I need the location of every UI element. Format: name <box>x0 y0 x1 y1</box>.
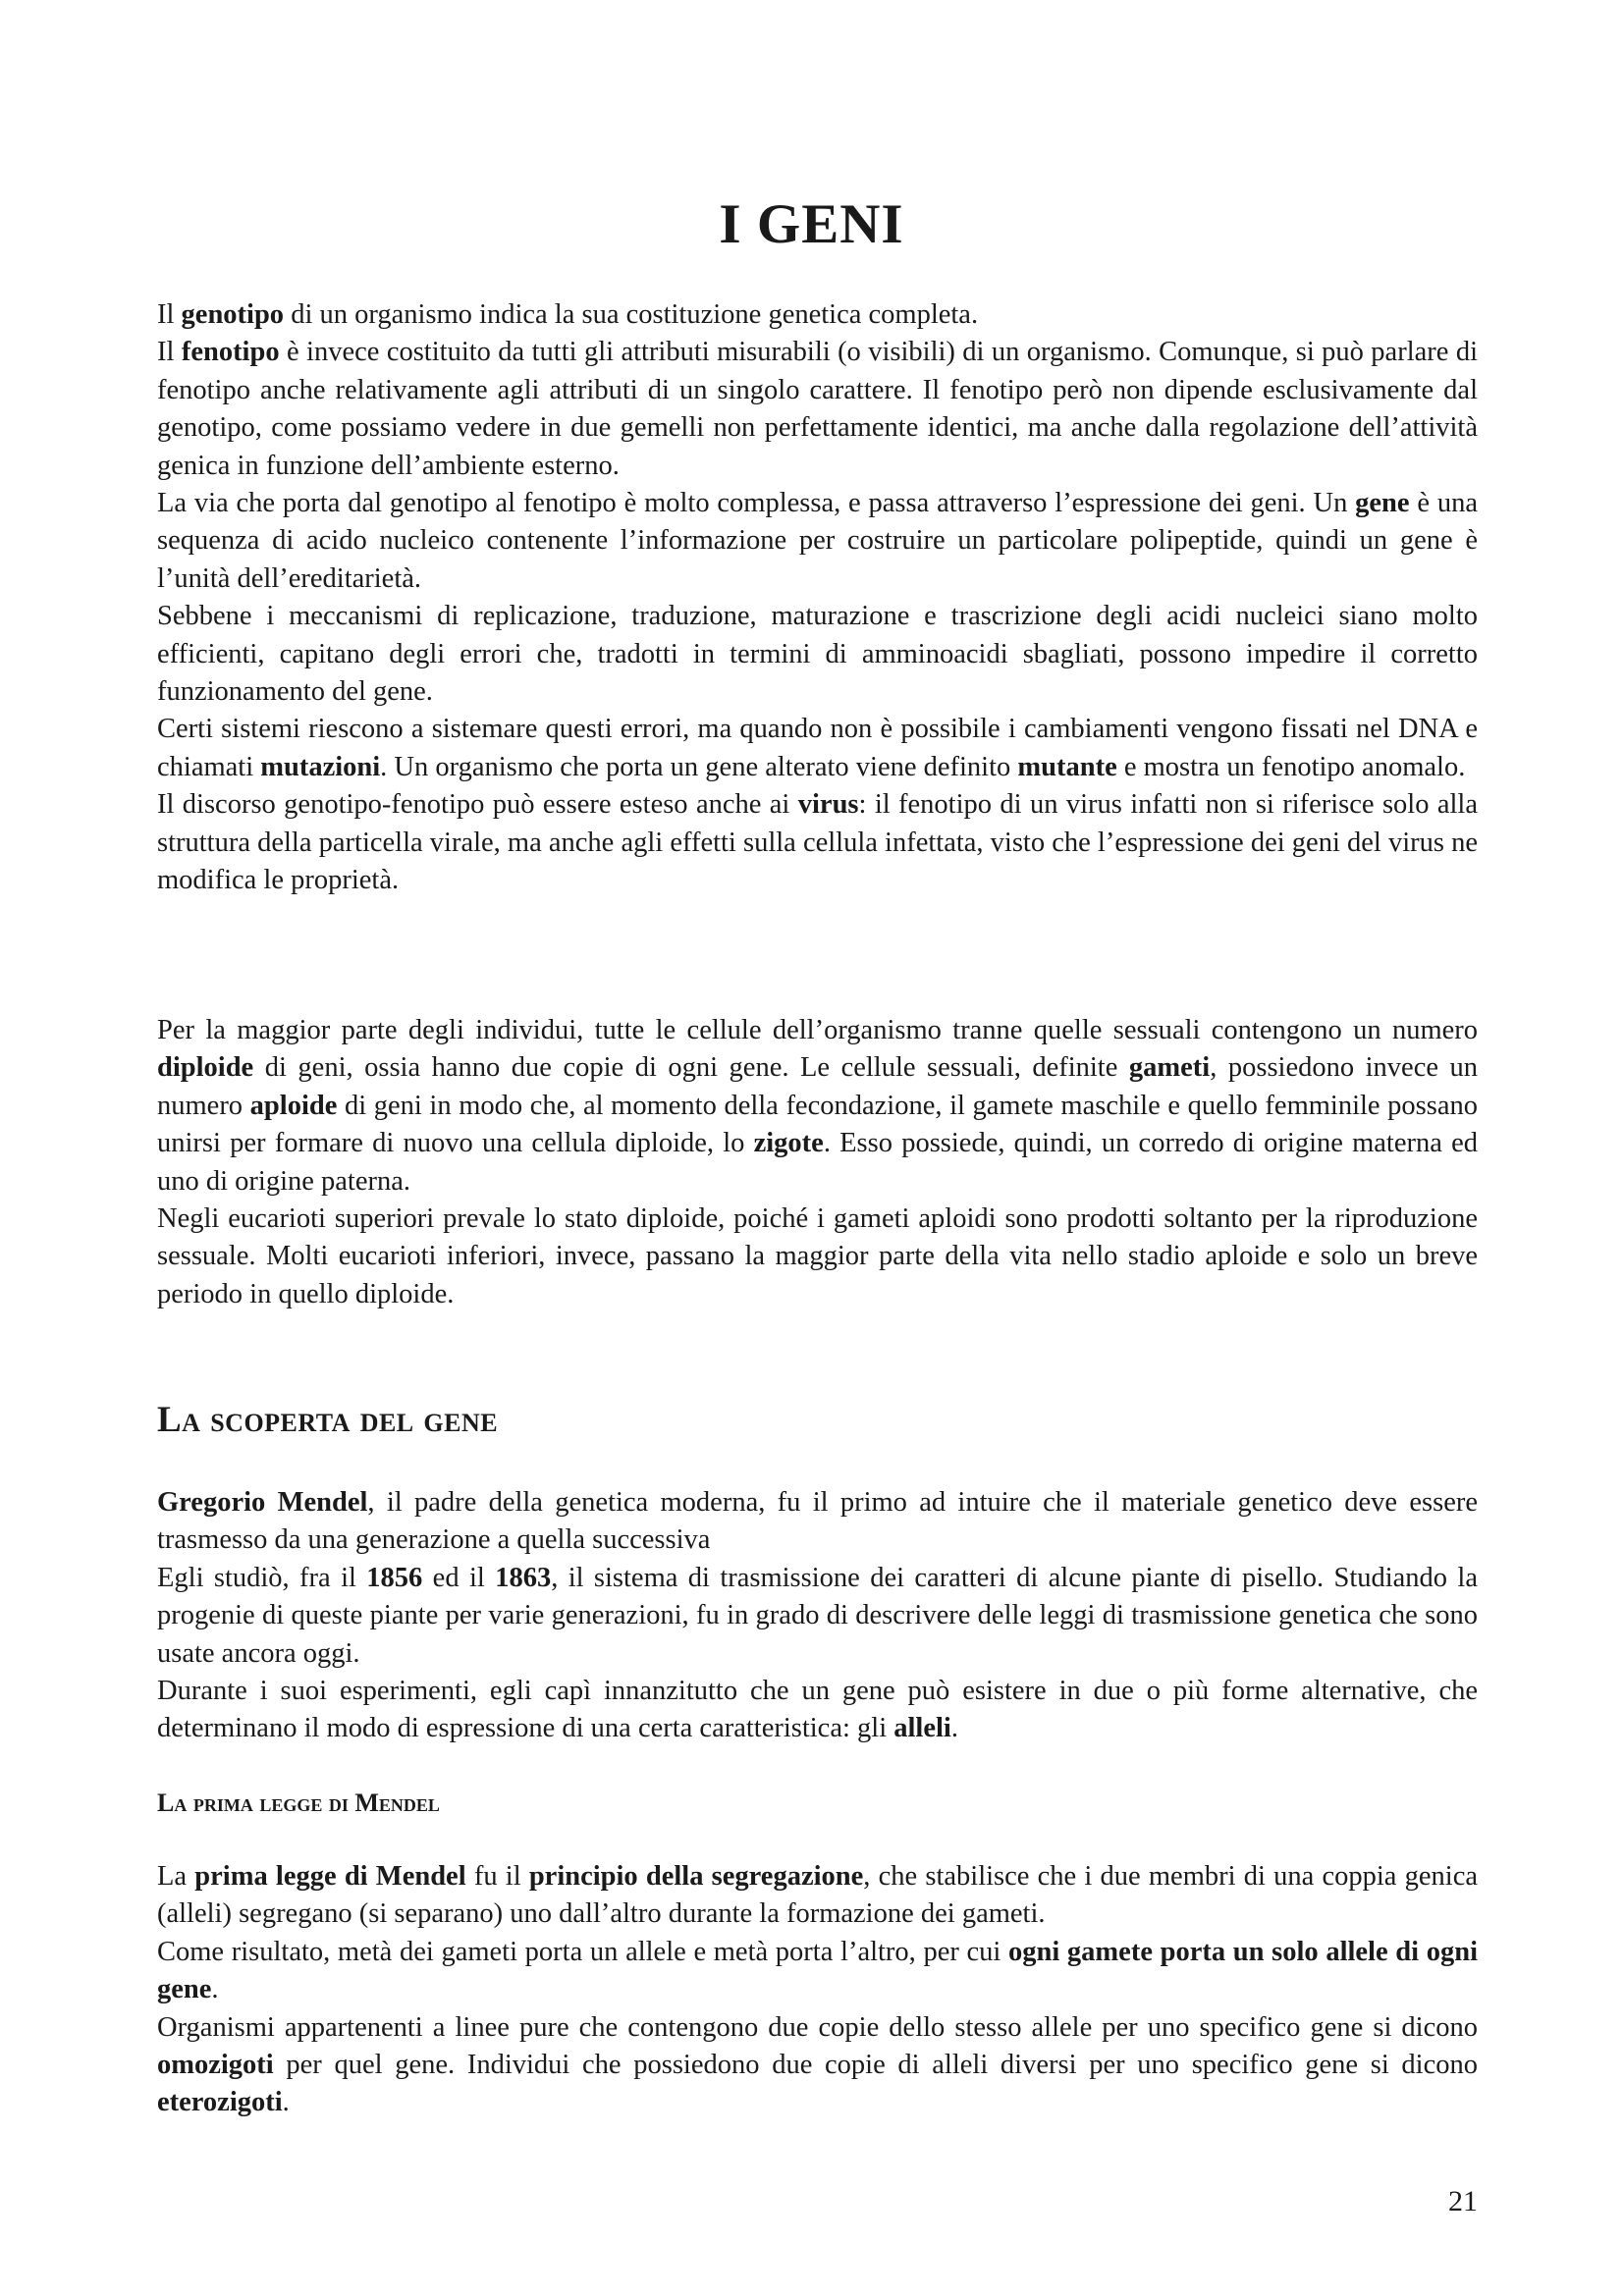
bold-term: virus <box>797 789 859 821</box>
bold-term: fenotipo <box>181 337 280 368</box>
intro-paragraphs <box>157 296 1478 900</box>
ploidy-paragraphs <box>157 1012 1478 1313</box>
page-number: 21 <box>1448 2185 1478 2217</box>
bold-term: aploide <box>249 1090 338 1121</box>
bold-term: diploide <box>157 1052 254 1084</box>
paragraph: Il fenotipo è invece costituito da tutti gli attributi misurabili (o visibili) di un organismo. Comunque, si può parlare di fenotipo anche relativamente agli attributi di un singolo carattere. Il fenotipo però non dipende esclusivamente dal genotipo, come possiamo vedere in due gemelli non perfettamente identici, ma anche dalla regolazione dell’attività genica in funzione dell’ambiente esterno. <box>157 337 1478 481</box>
bold-term: gene <box>1355 488 1410 519</box>
paragraph: Sebbene i meccanismi di replicazione, traduzione, maturazione e trascrizione degli acidi nucleici siano molto efficienti, capitano degli errori che, tradotti in termini di amminoacidi sbagliati, possono impedire il corretto funzionamento del gene. <box>157 601 1478 708</box>
bold-term: zigote <box>753 1128 824 1159</box>
paragraph: Negli eucarioti superiori prevale lo stato diploide, poiché i gameti aploidi sono prodotti soltanto per la riproduzione sessuale. Molti eucarioti inferiori, invece, passano la maggior parte della vita nello stadio aploide e solo un breve periodo in quello diploide. <box>157 1203 1478 1309</box>
bold-term: mutazioni <box>260 751 381 782</box>
bold-term: 1856 <box>366 1562 423 1593</box>
bold-term: gameti <box>1128 1052 1211 1084</box>
paragraph: Organismi appartenenti a linee pure che contengono due copie dello stesso allele per uno specifico gene si dicono omozigoti per quel gene. Individui che possiedono due copie di alleli diversi per uno specifico gene si dicono eterozigoti. <box>157 2011 1478 2118</box>
bold-term: genotipo <box>181 299 285 330</box>
bold-term: prima legge di Mendel <box>194 1861 466 1892</box>
discovery-paragraphs <box>157 1484 1478 1748</box>
paragraph: Durante i suoi esperimenti, egli capì innanzitutto che un gene può esistere in due o più forme alternative, che determinano il modo di espressione di una certa caratteristica: gli alleli. <box>157 1676 1478 1744</box>
paragraph: Egli studiò, fra il 1856 ed il 1863, il sistema di trasmissione dei caratteri di alcune piante di pisello. Studiando la progenie di queste piante per varie generazioni, fu in grado di descrivere delle leggi di trasmissione genetica che sono usate ancora oggi. <box>157 1562 1479 1669</box>
bold-term: principio della segregazione <box>528 1861 864 1892</box>
page-title: I GENI <box>719 193 904 255</box>
bold-term: eterozigoti <box>157 2087 283 2118</box>
bold-term: alleli <box>893 1713 951 1744</box>
bold-term: 1863 <box>495 1562 552 1593</box>
bold-term: Gregorio Mendel <box>157 1487 368 1518</box>
bold-term: mutante <box>1017 751 1117 782</box>
paragraph: Come risultato, metà dei gameti porta un allele e metà porta l’altro, per cui ogni gamete porta un solo allele di ogni gene. <box>157 1936 1478 2005</box>
bold-term: omozigoti <box>157 2050 274 2081</box>
paragraph: Il genotipo di un organismo indica la sua costituzione genetica completa. <box>157 299 979 330</box>
paragraph: Certi sistemi riescono a sistemare questi errori, ma quando non è possibile i cambiamenti vengono fissati nel DNA e chiamati mutazioni. Un organismo che porta un gene alterato viene definito mutante e mostra un fenotipo anomalo. <box>157 714 1478 782</box>
paragraph: Il discorso genotipo-fenotipo può essere esteso anche ai virus: il fenotipo di un virus infatti non si riferisce solo alla struttura della particella virale, ma anche agli effetti sulla cellula infettata, visto che l’espressione dei geni del virus ne modifica le proprietà. <box>157 789 1478 896</box>
paragraph: Gregorio Mendel, il padre della genetica moderna, fu il primo ad intuire che il materiale genetico deve essere trasmesso da una generazione a quella successiva <box>157 1487 1478 1556</box>
paragraph: Per la maggior parte degli individui, tutte le cellule dell’organismo tranne quelle sessuali contengono un numero diploide di geni, ossia hanno due copie di ogni gene. Le cellule sessuali, definite gameti, possiedono invece un numero aploide di geni in modo che, al momento della fecondazione, il gamete maschile e quello femminile possano unirsi per formare di nuovo una cellula diploide, lo zigote. Esso possiede, quindi, un corredo di origine materna ed uno di origine paterna. <box>157 1015 1479 1197</box>
paragraph: La via che porta dal genotipo al fenotipo è molto complessa, e passa attraverso l’espressione dei geni. Un gene è una sequenza di acido nucleico contenente l’informazione per costruire un particolare polipeptide, quindi un gene è l’unità dell’ereditarietà. <box>157 488 1478 594</box>
subsection-heading: La prima legge di Mendel <box>157 1789 440 1817</box>
paragraph: La prima legge di Mendel fu il principio della segregazione, che stabilisce che i due membri di una coppia genica (alleli) segregano (si separano) uno dall’altro durante la formazione dei gameti. <box>157 1861 1478 1930</box>
section-heading: La scoperta del gene <box>157 1400 499 1440</box>
bold-term: ogni gamete porta un solo allele di ogni gene <box>157 1936 1478 2005</box>
first-law-paragraphs <box>157 1858 1478 2122</box>
